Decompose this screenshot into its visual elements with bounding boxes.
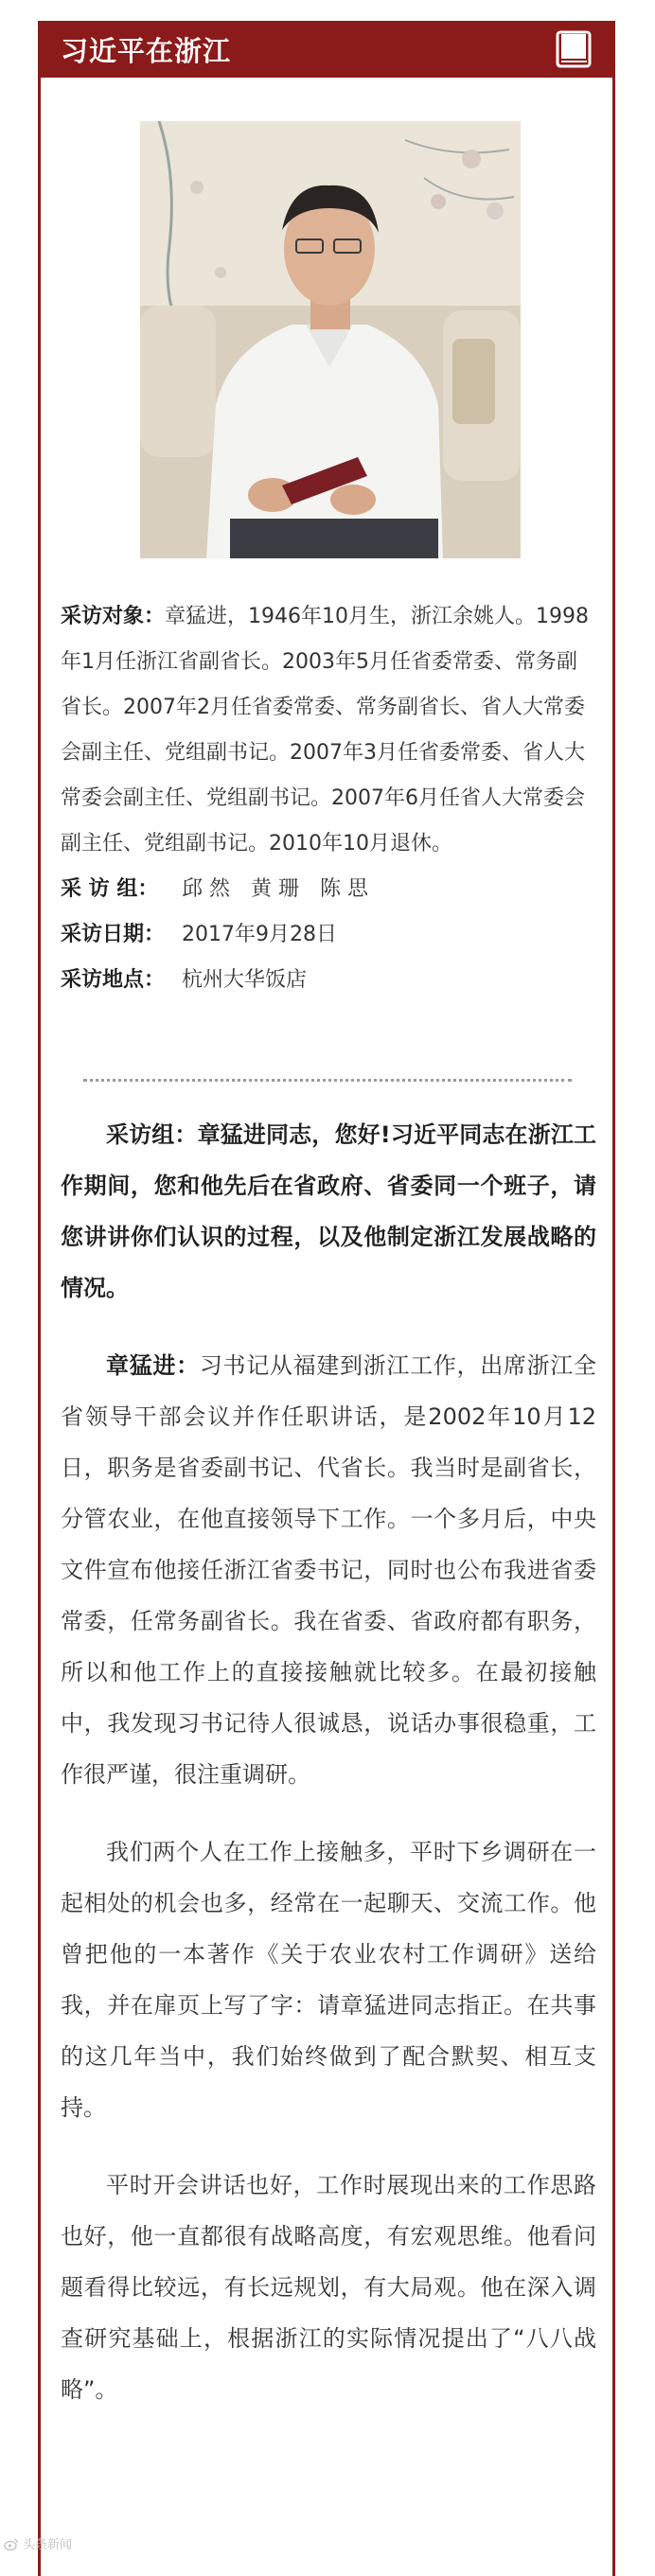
subject-label: 采访对象：: [61, 605, 166, 628]
interview-answer: [61, 1340, 596, 1800]
subject-paragraph: [61, 594, 596, 867]
date-row: [61, 912, 596, 958]
date-label: 采访日期：: [61, 923, 166, 946]
section-title: 习近平在浙江: [61, 34, 232, 67]
answer-speaker: 章猛进：: [106, 1352, 200, 1379]
watermark: [4, 2534, 72, 2552]
watermark-text: 头条新闻: [23, 2538, 73, 2552]
place-row: [61, 958, 596, 1003]
place-text: 杭州大华饭店: [182, 968, 308, 992]
dotted-divider: [83, 1079, 572, 1082]
portrait-photo: [140, 121, 521, 558]
team-text: 邱 然 黄 珊 陈 思: [182, 877, 368, 901]
answer-text: 习书记从福建到浙江工作，出席浙江全省领导干部会议并作任职讲话，是2002年10月12日，职务是省委副书记、代省长。我当时是副省长，分管农业，在他直接领导下工作。一个多月后，中央文件宣布他接任浙江省委书记，同时也公布我进省委常委，任常务副省长。我在省委、省政府都有职务，所以和他工作上的直接接触就比较多。在最初接触中，我发现习书记待人很诚恳，说话办事很稳重，工作很严谨，很注重调研。: [61, 1352, 597, 1788]
interview-body: [61, 1109, 596, 2442]
answer-paragraph-2: 我们两个人在工作上接触多，平时下乡调研在一起相处的机会也多，经常在一起聊天、交流工作。他曾把他的一本著作《关于农业农村工作调研》送给我，并在扉页上写了字：请章猛进同志指正。在共事的这几年当中，我们始终做到了配合默契、相互支持。: [61, 1839, 596, 2121]
date-text: 2017年9月28日: [182, 923, 337, 946]
answer-paragraph-3: 平时开会讲话也好，工作时展现出来的工作思路也好，他一直都很有战略高度，有宏观思维。他看问题看得比较远，有长远规划，有大局观。他在深入调查研究基础上，根据浙江的实际情况提出了“八八战略”。: [61, 2172, 596, 2403]
team-row: [61, 867, 596, 912]
place-label: 采访地点：: [61, 968, 166, 992]
subject-text: 章猛进，1946年10月生，浙江余姚人。1998年1月任浙江省副省长。2003年5月任省委常委、常务副省长。2007年2月任省委常委、常务副省长、省人大常委会副主任、党组副书记。2007年3月任省委常委、省人大常委会副主任、党组副书记。2007年6月任省人大常委会副主任、党组副书记。2010年10月退休。: [61, 605, 589, 856]
weibo-icon: [4, 2536, 19, 2551]
section-header: [38, 21, 615, 78]
book-icon[interactable]: [553, 28, 594, 70]
interview-question: 采访组：章猛进同志，您好!习近平同志在浙江工作期间，您和他先后在省政府、省委同一个班子，请您讲讲你们认识的过程，以及他制定浙江发展战略的情况。: [61, 1121, 596, 1301]
team-label: 采 访 组：: [61, 877, 159, 901]
interviewee-photo: [140, 121, 521, 558]
interviewee-profile: [61, 594, 596, 1003]
